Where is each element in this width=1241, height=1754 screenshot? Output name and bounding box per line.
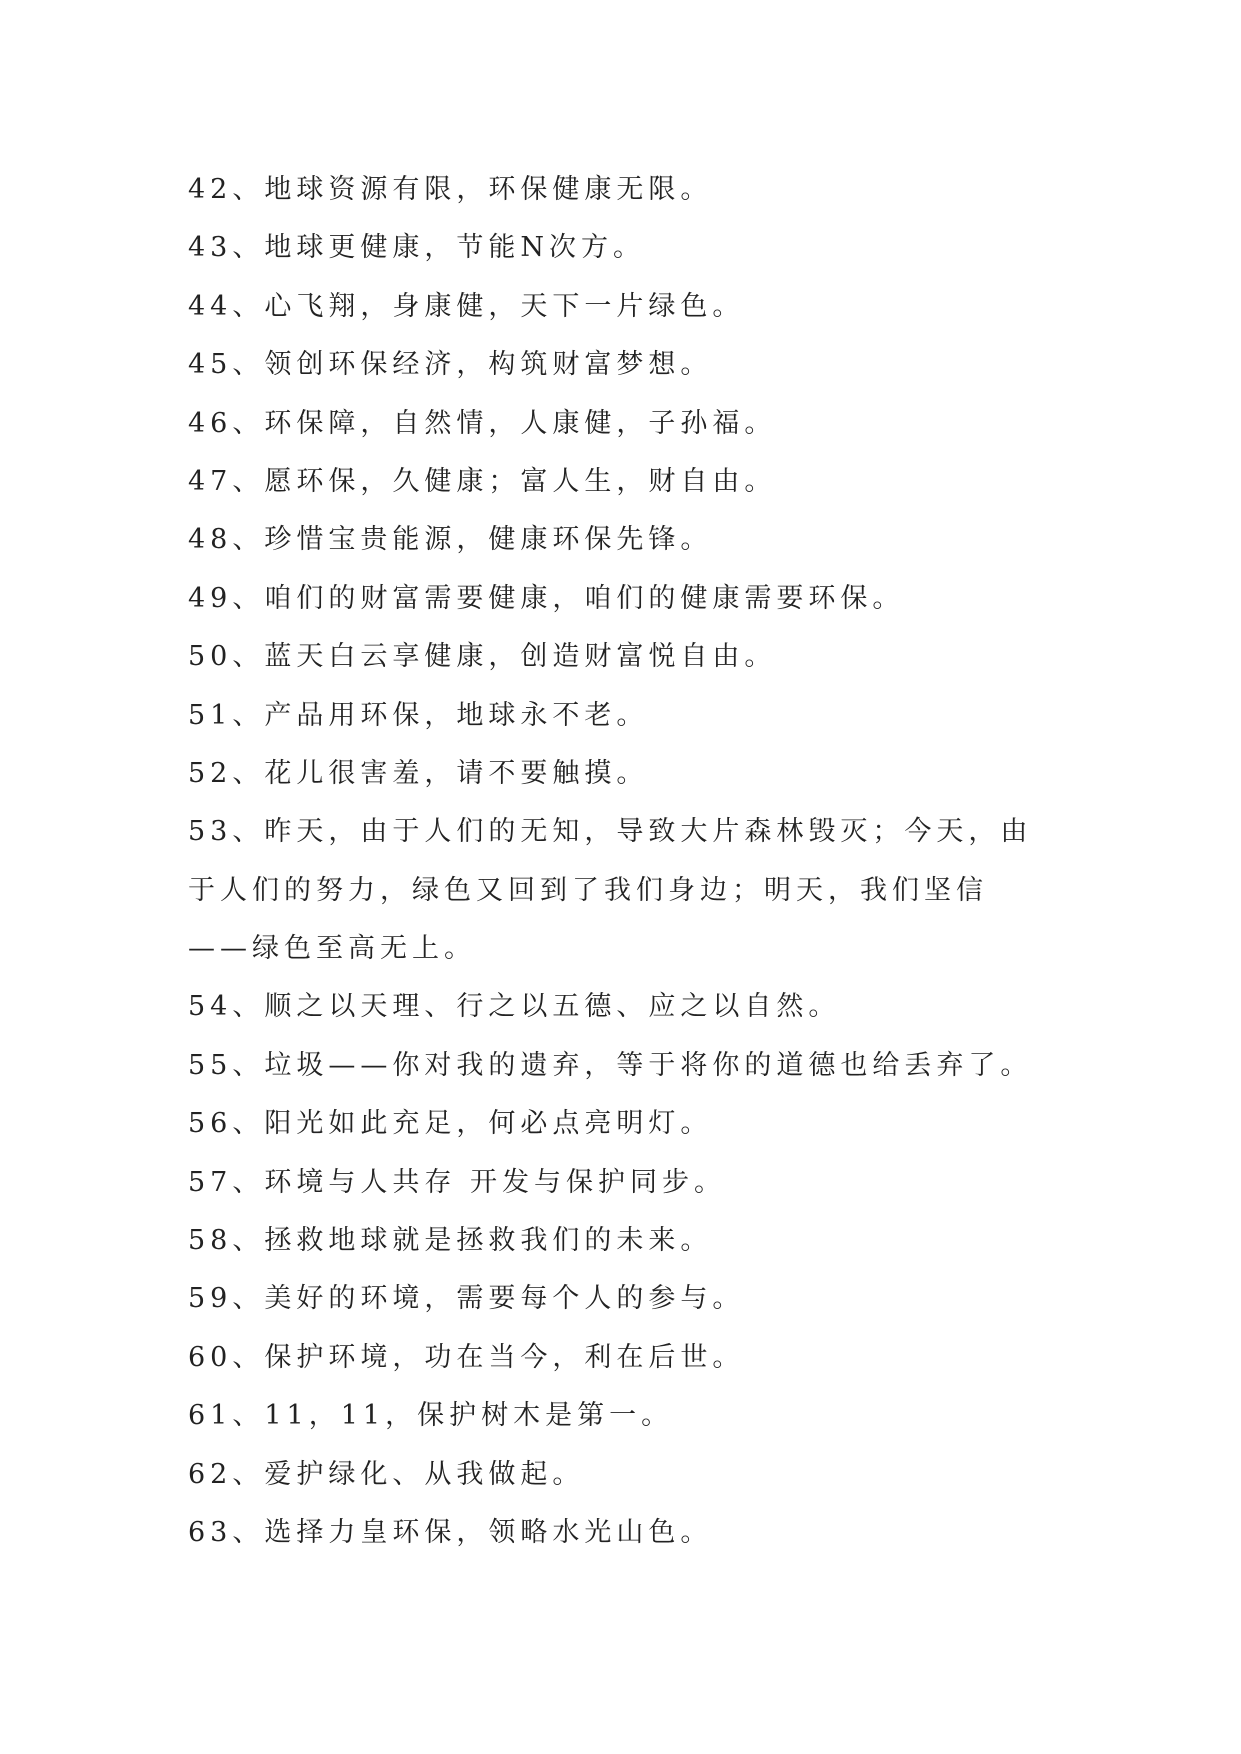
slogan-line-53-part2: 于人们的努力，绿色又回到了我们身边；明天，我们坚信 [188,874,988,906]
slogan-line-52: 52、花儿很害羞，请不要触摸。 [188,757,649,789]
slogan-line-54: 54、顺之以天理、行之以五德、应之以自然。 [188,991,841,1023]
slogan-line-53-part3: ——绿色至高无上。 [188,933,476,965]
slogan-line-51: 51、产品用环保，地球永不老。 [188,699,649,731]
slogan-line-58: 58、拯救地球就是拯救我们的未来。 [188,1225,713,1257]
slogan-line-50: 50、蓝天白云享健康，创造财富悦自由。 [188,641,777,673]
slogan-line-61: 61、11，11，保护树木是第一。 [188,1400,674,1432]
slogan-line-53-part1: 53、昨天，由于人们的无知，导致大片森林毁灭；今天，由 [188,816,1033,848]
slogan-line-47: 47、愿环保，久健康；富人生，财自由。 [188,465,777,497]
slogan-line-59: 59、美好的环境，需要每个人的参与。 [188,1283,745,1315]
slogan-line-46: 46、环保障，自然情，人康健，子孙福。 [188,407,777,439]
slogan-line-49: 49、咱们的财富需要健康，咱们的健康需要环保。 [188,582,905,614]
slogan-line-60: 60、保护环境，功在当今，利在后世。 [188,1341,745,1373]
slogan-line-42: 42、地球资源有限，环保健康无限。 [188,174,713,205]
slogan-line-45: 45、领创环保经济，构筑财富梦想。 [188,349,713,381]
slogan-line-43: 43、地球更健康，节能N次方。 [188,232,645,264]
slogan-line-62: 62、爱护绿化、从我做起。 [188,1458,585,1490]
slogan-line-57: 57、环境与人共存 开发与保护同步。 [188,1166,726,1198]
slogan-line-44: 44、心飞翔，身康健，天下一片绿色。 [188,290,745,322]
slogan-line-55: 55、垃圾——你对我的遗弃，等于将你的道德也给丢弃了。 [188,1049,1033,1081]
slogan-line-48: 48、珍惜宝贵能源，健康环保先锋。 [188,524,713,556]
slogan-line-63: 63、选择力皇环保，领略水光山色。 [188,1516,713,1548]
slogan-line-56: 56、阳光如此充足，何必点亮明灯。 [188,1108,713,1140]
slogan-list [188,161,1088,1562]
